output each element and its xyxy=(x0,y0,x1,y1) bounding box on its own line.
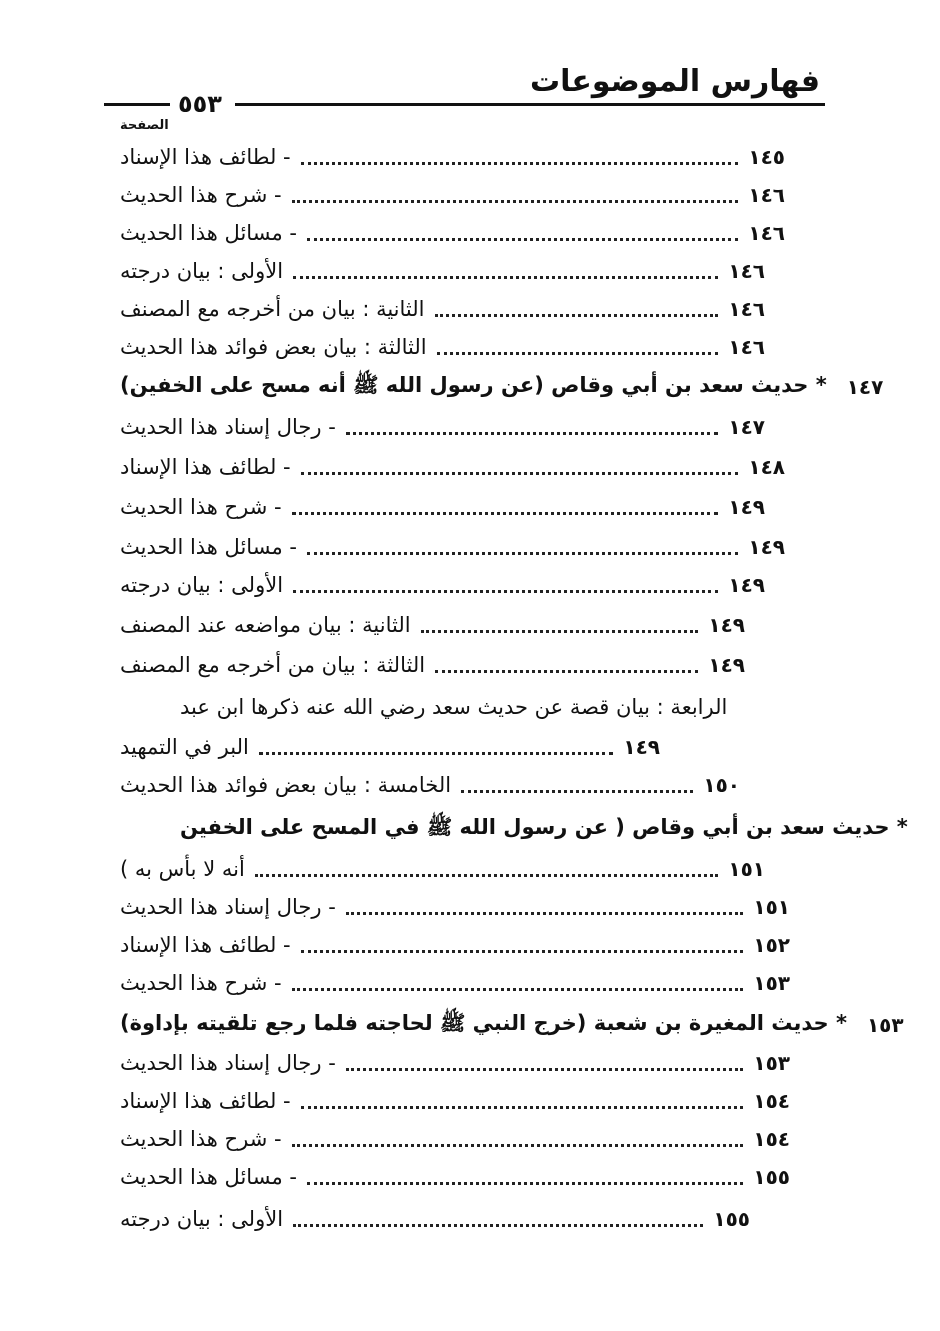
toc-entry xyxy=(120,448,785,486)
toc-entry-title: الثالثة : بيان من أخرجه مع المصنف xyxy=(120,653,426,677)
header-rule-left xyxy=(104,103,170,106)
toc-entry-title: - لطائف هذا الإسناد xyxy=(120,145,291,169)
dot-leader xyxy=(346,912,744,915)
toc-entry-title: الأولى : بيان درجته xyxy=(120,573,284,597)
dot-leader xyxy=(421,630,699,633)
toc-entry-title: - لطائف هذا الإسناد xyxy=(120,1089,291,1113)
toc-entry-page: ١٥٥ xyxy=(713,1207,750,1231)
toc-entry xyxy=(120,408,765,446)
toc-hadith-entry xyxy=(180,810,908,848)
toc-entry-title: - شرح هذا الحديث xyxy=(120,1127,282,1151)
dot-leader xyxy=(293,1224,703,1227)
header-rule-right xyxy=(235,103,825,106)
toc-entry-title: أنه لا بأس به ) xyxy=(120,857,245,881)
toc-entry-page: ١٥٣ xyxy=(866,1013,904,1037)
toc-entry-page: ١٤٦ xyxy=(728,297,765,321)
dot-leader xyxy=(292,1144,744,1147)
toc-entry-title: - لطائف هذا الإسناد xyxy=(120,933,291,957)
toc-entry-title: الثانية : بيان من أخرجه مع المصنف xyxy=(120,297,425,321)
toc-entry xyxy=(120,964,790,1002)
toc-entry-page: ١٤٩ xyxy=(728,573,765,597)
toc-entry-page: ١٤٦ xyxy=(748,183,785,207)
toc-entry xyxy=(120,252,765,290)
toc-entry-page: ١٥١ xyxy=(728,857,765,881)
toc-entry xyxy=(120,1158,790,1196)
toc-entry-page: ١٥٠ xyxy=(703,773,740,797)
dot-leader xyxy=(307,1182,743,1185)
toc-entry xyxy=(120,888,790,926)
toc-entry xyxy=(120,488,765,526)
toc-entry-title: * حديث المغيرة بن شعبة (خرج النبي ﷺ لحاجته فلما رجع تلقيته بإداوة) xyxy=(120,1010,847,1035)
toc-entry-title: الأولى : بيان درجته xyxy=(120,1207,284,1231)
toc-entry xyxy=(120,926,790,964)
dot-leader xyxy=(461,790,693,793)
toc-entry-page: ١٤٦ xyxy=(728,259,765,283)
dot-leader xyxy=(293,276,718,279)
toc-entry xyxy=(120,328,765,366)
toc-entry-page: ١٤٥ xyxy=(748,145,785,169)
dot-leader xyxy=(292,200,739,203)
toc-entry xyxy=(120,728,660,766)
toc-entry-page: ١٤٧ xyxy=(846,375,884,399)
toc-entry-page: ١٥٤ xyxy=(753,1089,790,1113)
toc-entry-page: ١٥١ xyxy=(753,895,790,919)
toc-entry-page: ١٤٨ xyxy=(748,455,785,479)
toc-entry-title: الثالثة : بيان بعض فوائد هذا الحديث xyxy=(120,335,427,359)
toc-entry-title: - مسائل هذا الحديث xyxy=(120,221,297,245)
toc-entry xyxy=(120,214,785,252)
dot-leader xyxy=(293,590,718,593)
dot-leader xyxy=(437,352,719,355)
dot-leader xyxy=(301,950,744,953)
toc-entry-title: - رجال إسناد هذا الحديث xyxy=(120,895,336,919)
running-title: فهارس الموضوعات xyxy=(530,64,820,99)
toc-entry xyxy=(120,176,785,214)
toc-entry-title: الثانية : بيان مواضعه عند المصنف xyxy=(120,613,411,637)
dot-leader xyxy=(301,1106,744,1109)
dot-leader xyxy=(307,552,738,555)
toc-entry-page: ١٤٩ xyxy=(728,495,765,519)
toc-entry-page: ١٤٩ xyxy=(708,613,745,637)
toc-entry-title: الأولى : بيان درجته xyxy=(120,259,284,283)
toc-entry-page: ١٤٦ xyxy=(748,221,785,245)
dot-leader xyxy=(292,512,719,515)
toc-entry-title: - رجال إسناد هذا الحديث xyxy=(120,1051,336,1075)
toc-hadith-entry xyxy=(120,368,884,406)
dot-leader xyxy=(259,752,614,755)
toc-entry-title: - مسائل هذا الحديث xyxy=(120,535,297,559)
toc-entry-page: ١٥٢ xyxy=(753,933,790,957)
dot-leader xyxy=(307,238,738,241)
toc-entry xyxy=(120,1082,790,1120)
toc-entry xyxy=(120,1044,790,1082)
toc-entry xyxy=(120,566,765,604)
toc-entry xyxy=(120,138,785,176)
toc-entry-title: - مسائل هذا الحديث xyxy=(120,1165,297,1189)
dot-leader xyxy=(346,432,719,435)
toc-hadith-entry xyxy=(120,1006,904,1044)
toc-entry xyxy=(120,1200,750,1238)
page-number: ٥٥٣ xyxy=(178,90,222,118)
toc-entry-title: - شرح هذا الحديث xyxy=(120,971,282,995)
dot-leader xyxy=(255,874,719,877)
toc-entry-page: ١٥٣ xyxy=(753,971,790,995)
toc-entry-title: - رجال إسناد هذا الحديث xyxy=(120,415,336,439)
dot-leader xyxy=(301,162,739,165)
toc-entry-continued xyxy=(180,688,775,726)
toc-entry-page: ١٥٥ xyxy=(753,1165,790,1189)
toc-entry-page: ١٤٩ xyxy=(623,735,660,759)
dot-leader xyxy=(292,988,744,991)
toc-entry xyxy=(120,646,745,684)
toc-entry xyxy=(120,606,745,644)
toc-entry-title: * حديث سعد بن أبي وقاص (عن رسول الله ﷺ أنه مسح على الخفين) xyxy=(120,372,827,397)
page-column-label: الصفحة xyxy=(120,118,169,133)
dot-leader xyxy=(301,472,739,475)
toc-entry-title: * حديث سعد بن أبي وقاص ( عن رسول الله ﷺ في المسح على الخفين xyxy=(180,814,908,839)
toc-entry xyxy=(120,528,785,566)
toc-entry-title: البر في التمهيد xyxy=(120,735,249,759)
toc-entry-title: الخامسة : بيان بعض فوائد هذا الحديث xyxy=(120,773,452,797)
toc-entry xyxy=(120,290,765,328)
toc-entry-page: ١٥٤ xyxy=(753,1127,790,1151)
dot-leader xyxy=(435,314,719,317)
toc-entry-page: ١٥٣ xyxy=(753,1051,790,1075)
toc-entry-page: ١٤٩ xyxy=(748,535,785,559)
dot-leader xyxy=(435,670,698,673)
toc-entry-page: ١٤٩ xyxy=(708,653,745,677)
toc-entry-page: ١٤٧ xyxy=(728,415,765,439)
toc-entry-title: - شرح هذا الحديث xyxy=(120,183,282,207)
toc-entry-title: الرابعة : بيان قصة عن حديث سعد رضي الله عنه ذكرها ابن عبد xyxy=(180,695,728,719)
toc-entry xyxy=(120,1120,790,1158)
dot-leader xyxy=(346,1068,744,1071)
toc-entry xyxy=(120,766,740,804)
toc-entry-title: - لطائف هذا الإسناد xyxy=(120,455,291,479)
toc-entry-title: - شرح هذا الحديث xyxy=(120,495,282,519)
toc-entry-page: ١٤٦ xyxy=(728,335,765,359)
toc-entry xyxy=(120,850,765,888)
